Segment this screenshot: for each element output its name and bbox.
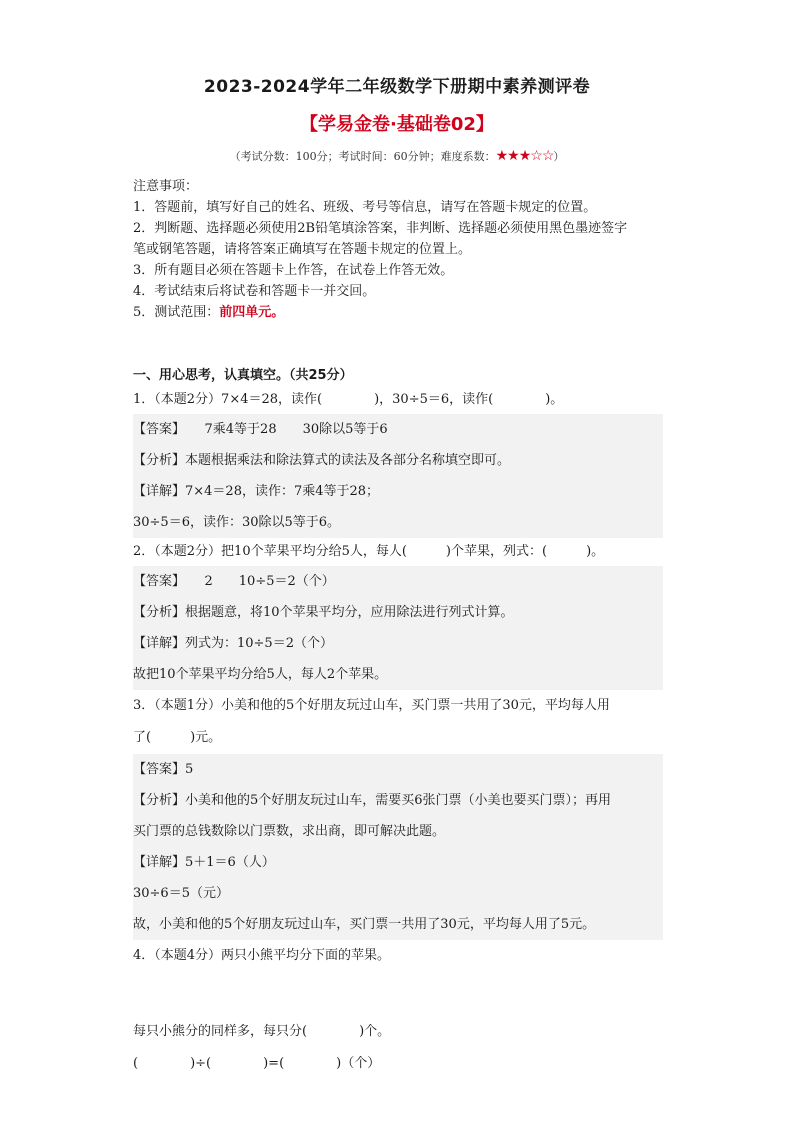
detail-row: 【详解】5＋1＝6（人）	[133, 855, 275, 870]
question-3-line-2: 了( )元。	[133, 730, 222, 745]
solution-box-2	[133, 566, 663, 690]
question-4-line-1: 每只小熊分的同样多，每只分( )个。	[133, 1024, 391, 1039]
notes-heading: 注意事项：	[133, 179, 199, 194]
exam-meta	[0, 148, 794, 164]
question-4-line-2: ( )÷( )=( )（个）	[133, 1056, 381, 1071]
exam-notes	[133, 176, 673, 323]
detail-row: 【详解】7×4＝28，读作：7乘4等于28；	[133, 484, 380, 499]
difficulty-empty-stars: ☆☆	[530, 148, 554, 164]
detail-row: 30÷6＝5（元）	[133, 886, 229, 901]
difficulty-filled-stars: ★★★	[495, 148, 531, 164]
notes-item: 2．判断题、选择题必须使用2B铅笔填涂答案，非判断、选择题必须使用黑色墨迹签字	[133, 221, 628, 236]
notes-item: 3．所有题目必须在答题卡上作答，在试卷上作答无效。	[133, 263, 454, 278]
scope-label: 5．测试范围：	[133, 305, 220, 320]
section-heading: 一、用心思考，认真填空。（共25分）	[133, 368, 353, 383]
difficulty-stars	[496, 148, 554, 164]
page-title: 2023-2024学年二年级数学下册期中素养测评卷	[203, 77, 591, 97]
analysis-row: 【分析】根据题意，将10个苹果平均分，应用除法进行列式计算。	[133, 605, 514, 620]
answer-row: 【答案】5	[133, 762, 194, 777]
detail-row: 【详解】列式为：10÷5＝2（个）	[133, 636, 333, 651]
scope-value: 前四单元。	[219, 305, 285, 320]
question-3-line-1: 3．（本题1分）小美和他的5个好朋友玩过山车，买门票一共用了30元，平均每人用	[133, 698, 610, 713]
analysis-row: 【分析】本题根据乘法和除法算式的读法及各部分名称填空即可。	[133, 453, 511, 468]
page-subtitle: 【学易金卷·基础卷02】	[300, 114, 494, 135]
question-2: 2．（本题2分）把10个苹果平均分给5人，每人( )个苹果，列式：( )。	[133, 544, 605, 559]
notes-item: 1．答题前，填写好自己的姓名、班级、考号等信息，请写在答题卡规定的位置。	[133, 200, 597, 215]
answer-row: 【答案】 2 10÷5＝2（个）	[133, 574, 335, 589]
meta-suffix: ）	[553, 150, 565, 163]
notes-item-scope	[133, 302, 673, 323]
analysis-row: 买门票的总钱数除以门票数，求出商，即可解决此题。	[133, 824, 446, 839]
solution-box-1	[133, 414, 663, 538]
solution-box-3	[133, 754, 663, 940]
detail-row: 30÷5＝6，读作：30除以5等于6。	[133, 515, 341, 530]
analysis-row: 【分析】小美和他的5个好朋友玩过山车，需要买6张门票（小美也要买门票）；再用	[133, 793, 612, 808]
meta-prefix: （考试分数：100分；考试时间：60分钟；难度系数：	[229, 150, 496, 163]
question-4: 4．（本题4分）两只小熊平均分下面的苹果。	[133, 948, 391, 963]
notes-item: 笔或钢笔答题，请将答案正确填写在答题卡规定的位置上。	[133, 242, 472, 257]
apple-image-area	[133, 972, 663, 1016]
question-1: 1．（本题2分）7×4＝28，读作( )，30÷5＝6，读作( )。	[133, 392, 564, 407]
answer-row: 【答案】 7乘4等于28 30除以5等于6	[133, 422, 388, 437]
detail-row: 故把10个苹果平均分给5人，每人2个苹果。	[133, 667, 388, 682]
notes-item: 4．考试结束后将试卷和答题卡一并交回。	[133, 284, 376, 299]
detail-row: 故，小美和他的5个好朋友玩过山车，买门票一共用了30元，平均每人用了5元。	[133, 917, 596, 932]
questions	[133, 386, 663, 1080]
